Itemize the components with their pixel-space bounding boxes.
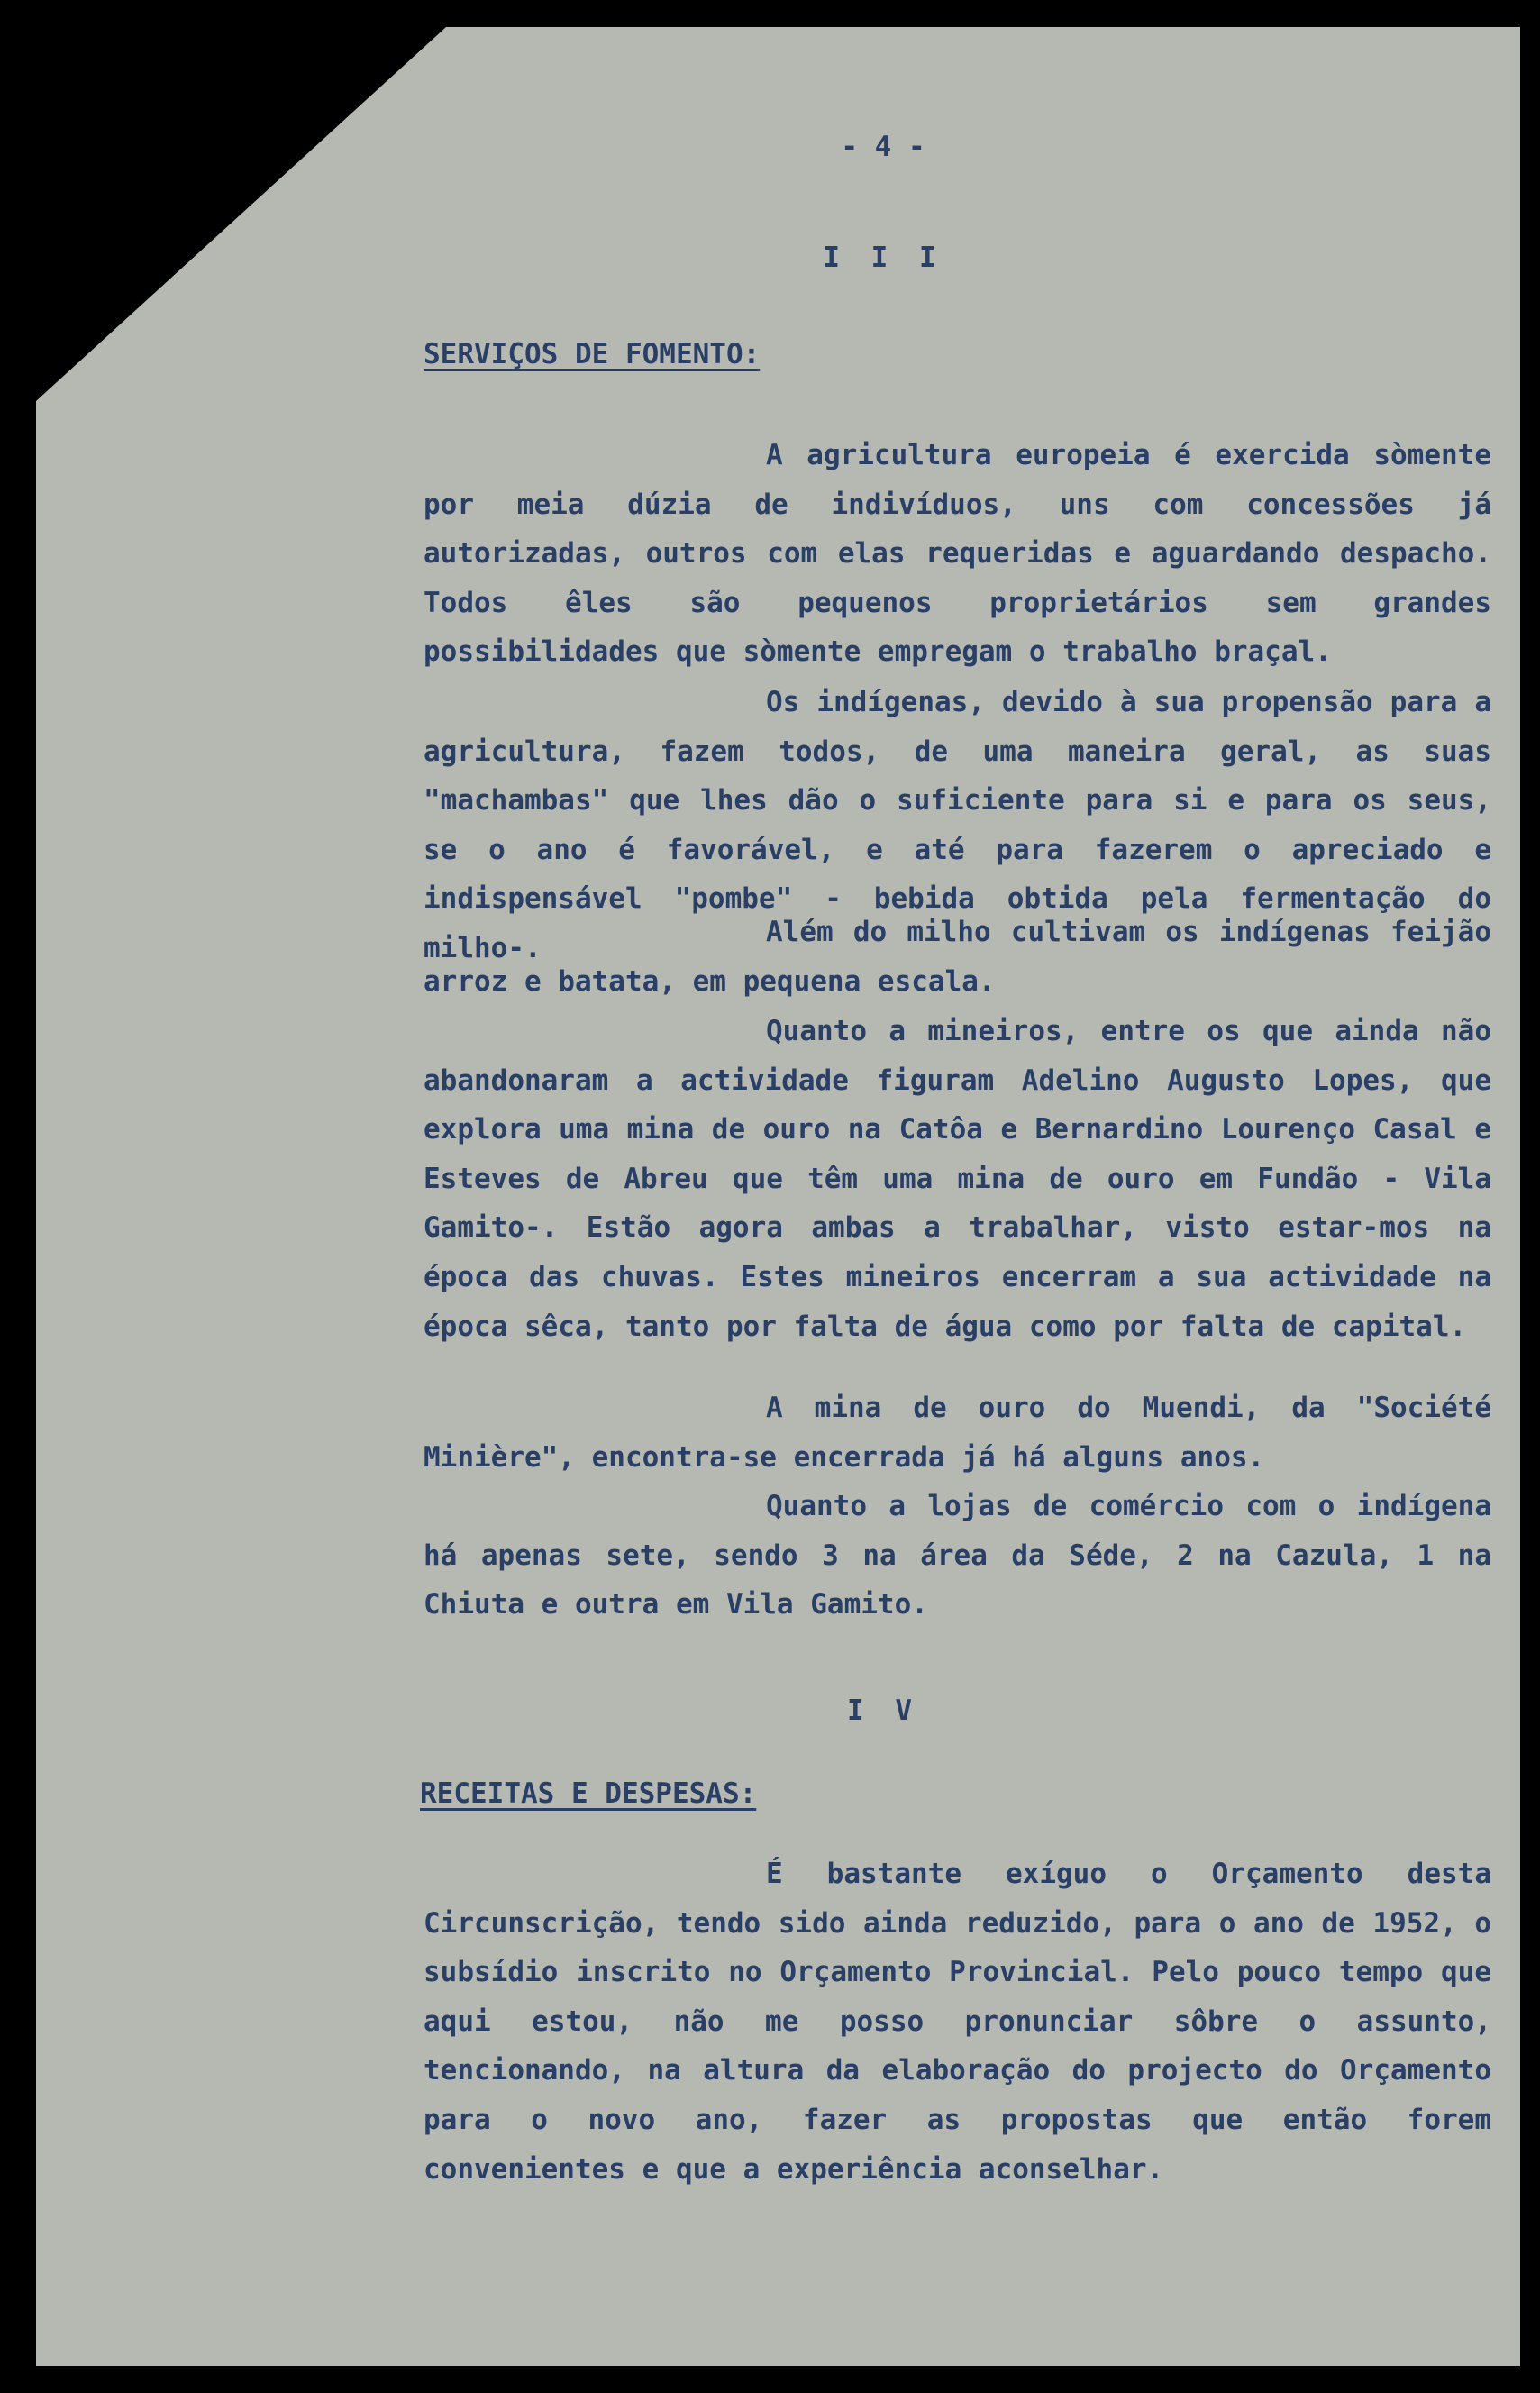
page-number: - 4 - [841,131,925,163]
paragraph: A mina de ouro do Muendi, da "Société Minière", encontra-se encerrada já há alguns anos. [424,1392,1491,1474]
section-number-3: I I I [823,242,943,274]
section-heading-fomento: SERVIÇOS DE FOMENTO: [424,338,761,370]
paragraph: É bastante exíguo o Orçamento desta Circunscrição, tendo sido ainda reduzido, para o ano de 1952, o subsídio inscrito no Orçamento Provincial. Pelo pouco tempo que aqui estou, não me posso pronunciar sôbre o assunto, tencionando, na altura da elaboração do projecto do Orçamento para o novo ano, fazer as propostas que então forem convenientes e que a experiência aconselhar. [424,1858,1491,2186]
paragraph: Os indígenas, devido à sua propensão para a agricultura, fazem todos, de uma maneira geral, as suas "machambas" que lhes dão o suficiente para si e para os seus, se o ano é favorável, e até para fazerem o apreciado e indispensável "pombe" - bebida obtida pela fermentação do milho-. [424,686,1491,964]
paragraph: Além do milho cultivam os indígenas feijão arroz e batata, em pequena escala. [424,916,1491,998]
paragraph: Quanto a mineiros, entre os que ainda não abandonaram a actividade figuram Adelino Augusto Lopes, que explora uma mina de ouro na Catôa e Bernardino Lourenço Casal e Esteves de Abreu que têm uma mina de ouro em Fundão - Vila Gamito-. Estão agora ambas a trabalhar, visto estar-mos na época das chuvas. Estes mineiros encerram a sua actividade na época sêca, tanto por falta de água como por falta de capital. [424,1015,1491,1343]
paragraph: Quanto a lojas de comércio com o indígena há apenas sete, sendo 3 na área da Séde, 2 na Cazula, 1 na Chiuta e outra em Vila Gamito. [424,1490,1491,1621]
section-heading-receitas: RECEITAS E DESPESAS: [420,1777,757,1810]
paragraph: A agricultura europeia é exercida sòmente por meia dúzia de indivíduos, uns com concessões já autorizadas, outros com elas requeridas e aguardando despacho. Todos êles são pequenos proprietários sem grandes possibilidades que sòmente empregam o trabalho braçal. [424,439,1491,669]
section-number-4: I V [847,1694,919,1727]
